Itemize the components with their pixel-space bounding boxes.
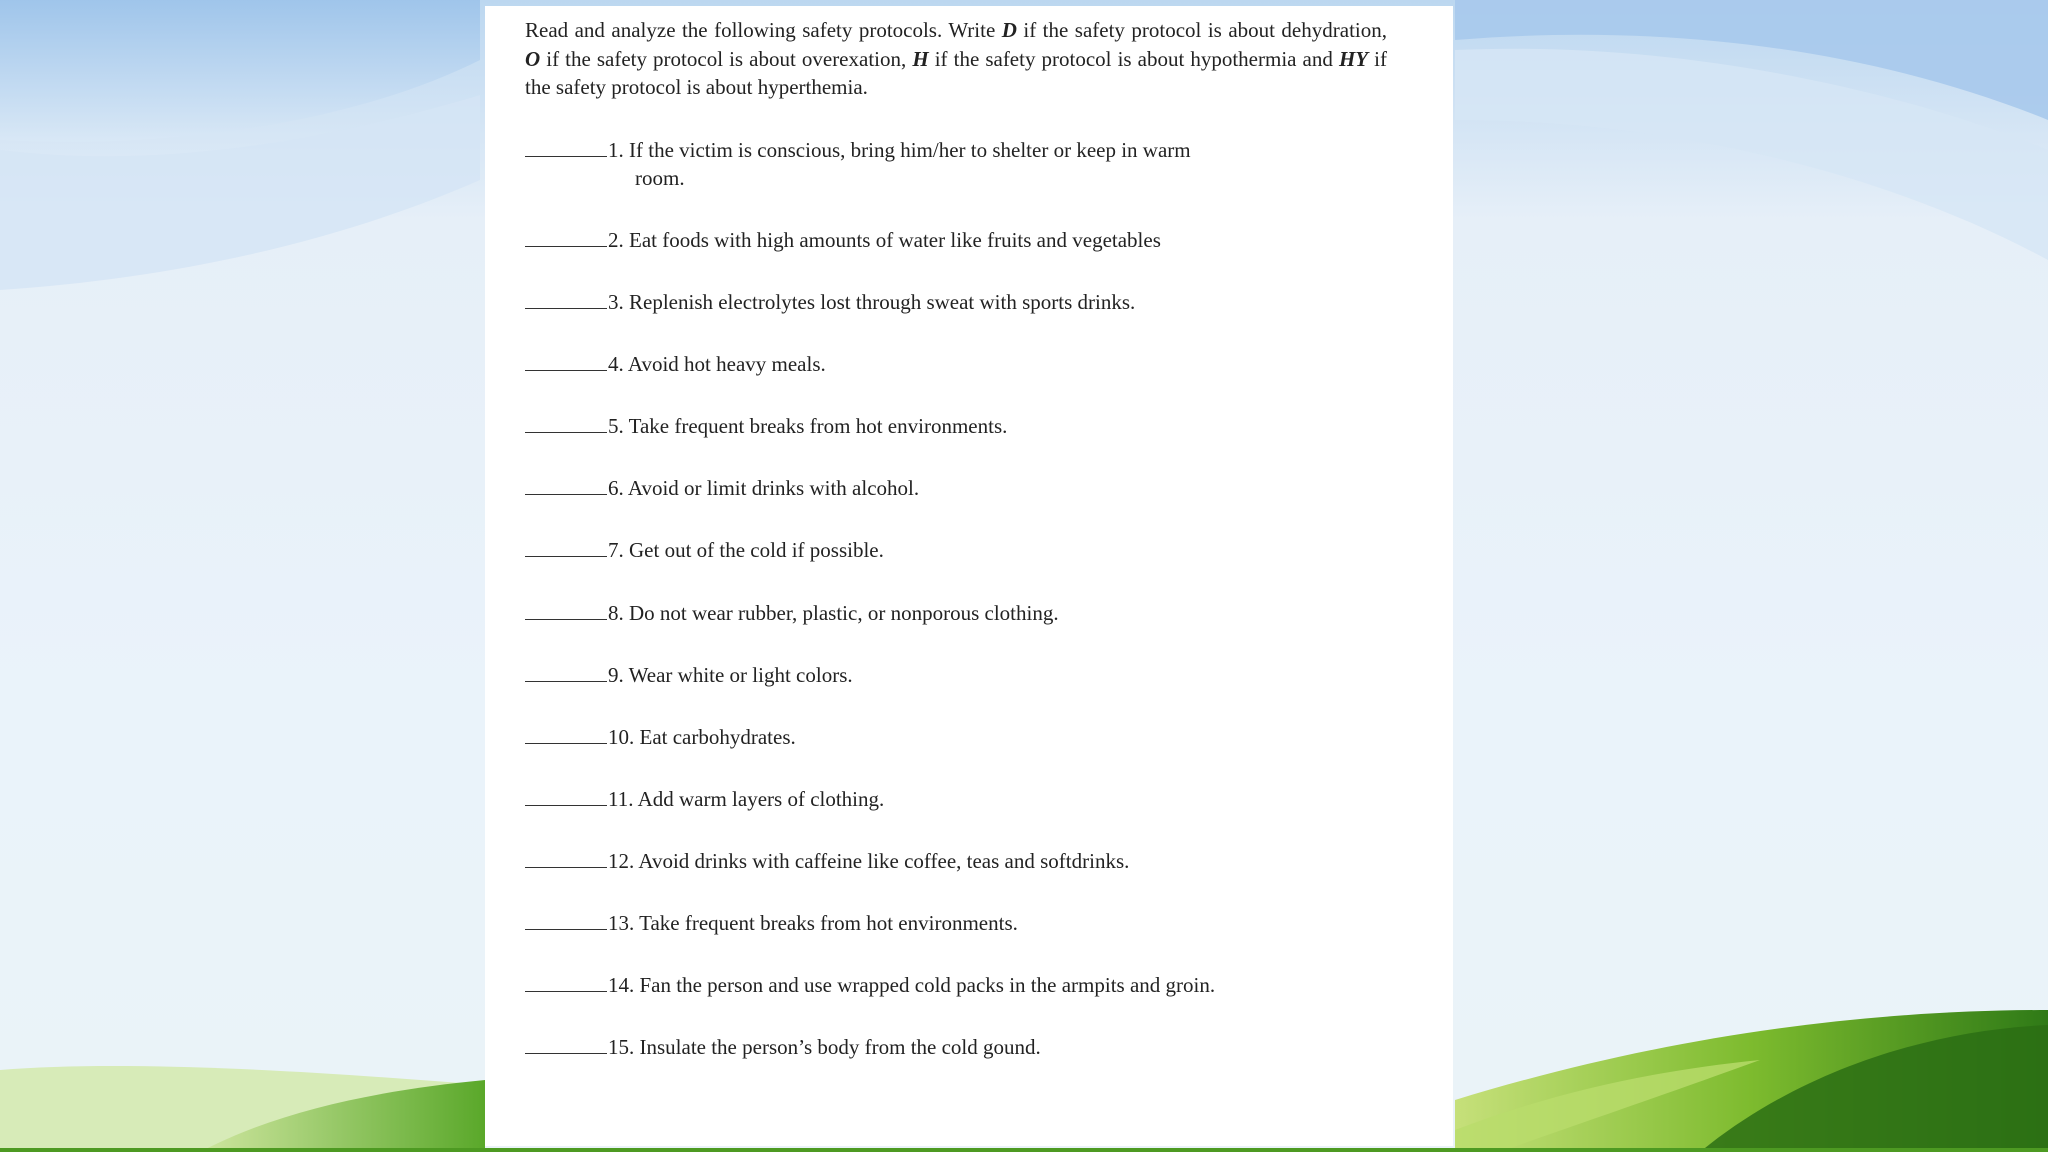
instructions-paragraph xyxy=(525,16,1387,102)
question-number: 4. xyxy=(608,352,624,376)
question-text: Replenish electrolytes lost through sweat with sports drinks. xyxy=(629,290,1136,314)
question-text: Take frequent breaks from hot environments. xyxy=(639,911,1018,935)
question-number: 6. xyxy=(608,476,624,500)
question-item xyxy=(525,288,1425,316)
question-item xyxy=(525,350,1425,378)
answer-blank[interactable] xyxy=(525,1035,607,1054)
question-text: Insulate the person’s body from the cold gound. xyxy=(639,1035,1041,1059)
question-number: 15. xyxy=(608,1035,635,1059)
answer-blank[interactable] xyxy=(525,352,607,371)
answer-blank[interactable] xyxy=(525,849,607,868)
code-h: H xyxy=(912,46,929,71)
question-number: 11. xyxy=(608,787,634,811)
question-item xyxy=(525,136,1425,192)
question-number: 8. xyxy=(608,601,624,625)
question-number: 9. xyxy=(608,663,624,687)
answer-blank[interactable] xyxy=(525,290,607,309)
question-item xyxy=(525,723,1425,751)
instructions-text: if the safety protocol is about hypothermia and xyxy=(928,46,1339,71)
question-item xyxy=(525,599,1425,627)
answer-blank[interactable] xyxy=(525,601,607,620)
question-number: 1. xyxy=(608,138,624,162)
question-text: Eat foods with high amounts of water like fruits and vegetables xyxy=(629,228,1161,252)
answer-blank[interactable] xyxy=(525,138,607,157)
question-item xyxy=(525,226,1425,254)
question-number: 3. xyxy=(608,290,624,314)
question-number: 12. xyxy=(608,849,635,873)
instructions-text: if the safety protocol is about overexation, xyxy=(540,46,913,71)
answer-blank[interactable] xyxy=(525,725,607,744)
answer-blank[interactable] xyxy=(525,414,607,433)
question-number: 5. xyxy=(608,414,624,438)
answer-blank[interactable] xyxy=(525,973,607,992)
question-item xyxy=(525,1033,1425,1061)
question-number: 7. xyxy=(608,538,624,562)
question-item xyxy=(525,474,1425,502)
worksheet-page xyxy=(485,6,1453,1146)
code-o: O xyxy=(525,46,541,71)
question-item xyxy=(525,661,1425,689)
question-text: Avoid hot heavy meals. xyxy=(627,352,826,376)
instructions-text: if the safety protocol is about dehydration, xyxy=(1016,18,1387,42)
code-d: D xyxy=(1001,18,1017,42)
question-text: If the victim is conscious, bring him/her to shelter or keep in warm xyxy=(629,138,1191,162)
question-number: 13. xyxy=(608,911,635,935)
question-item xyxy=(525,785,1425,813)
answer-blank[interactable] xyxy=(525,538,607,557)
answer-blank[interactable] xyxy=(525,663,607,682)
question-item xyxy=(525,847,1425,875)
question-text: Get out of the cold if possible. xyxy=(629,538,884,562)
question-text: Add warm layers of clothing. xyxy=(637,787,885,811)
question-item xyxy=(525,412,1425,440)
question-text: Fan the person and use wrapped cold packs in the armpits and groin. xyxy=(639,973,1216,997)
instructions-text: Read and analyze the following safety protocols. Write xyxy=(525,18,1002,42)
question-item xyxy=(525,971,1425,999)
question-text: Avoid drinks with caffeine like coffee, teas and softdrinks. xyxy=(638,849,1130,873)
question-text: Take frequent breaks from hot environments. xyxy=(628,414,1008,438)
instructions-text: if the safety protocol is about hyperthemia. xyxy=(525,46,1387,99)
question-text: Wear white or light colors. xyxy=(628,663,853,687)
answer-blank[interactable] xyxy=(525,911,607,930)
answer-blank[interactable] xyxy=(525,228,607,247)
question-item xyxy=(525,909,1425,937)
question-text-continued: room. xyxy=(635,166,685,190)
question-text: Eat carbohydrates. xyxy=(639,725,796,749)
answer-blank[interactable] xyxy=(525,787,607,806)
question-number: 2. xyxy=(608,228,624,252)
code-hy: HY xyxy=(1338,46,1369,71)
question-number: 14. xyxy=(608,973,635,997)
question-item xyxy=(525,536,1425,564)
question-number: 10. xyxy=(608,725,635,749)
question-text: Avoid or limit drinks with alcohol. xyxy=(627,476,920,500)
question-text: Do not wear rubber, plastic, or nonporous clothing. xyxy=(629,601,1059,625)
answer-blank[interactable] xyxy=(525,476,607,495)
